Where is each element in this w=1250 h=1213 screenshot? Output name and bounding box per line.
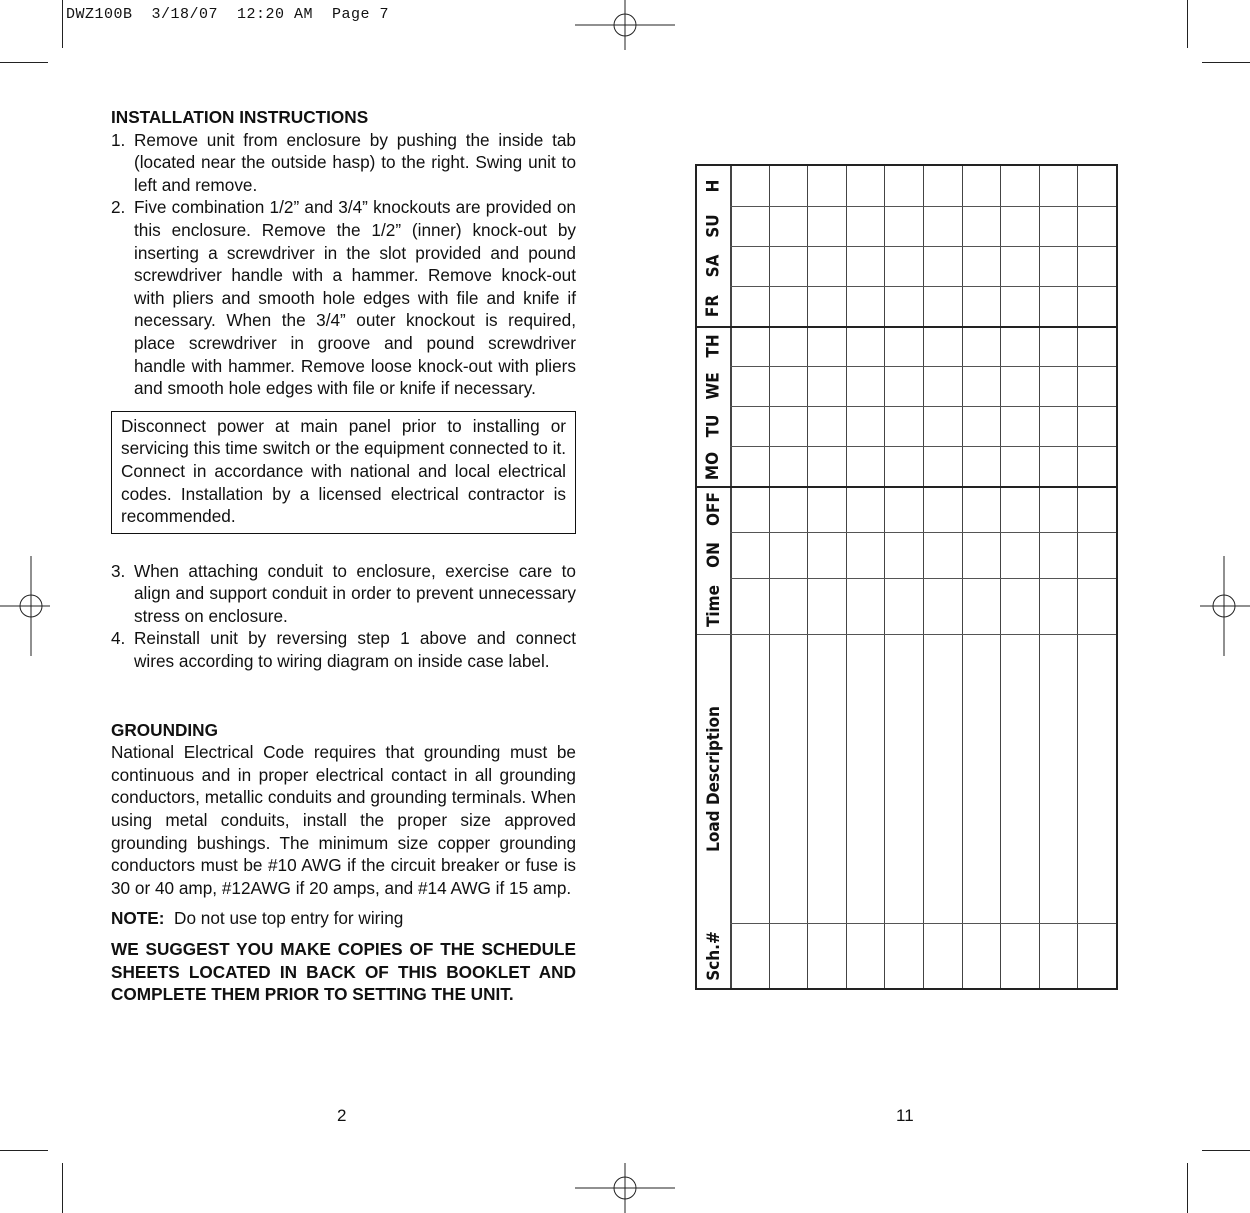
schedule-header-tu	[697, 406, 730, 446]
grid-row-line	[730, 532, 1116, 533]
warning-box: Disconnect power at main panel prior to installing or servicing this time switch or the equipment connected to it. Connect in accordance with national and local electrical codes. Installation by a licensed electrical contractor is recommended.	[111, 411, 576, 534]
schedule-header-label: SU	[703, 214, 724, 238]
schedule-header-sch	[697, 923, 730, 988]
crop-mark	[62, 1163, 63, 1213]
grid-column-line	[962, 166, 963, 988]
schedule-header-th	[697, 326, 730, 366]
schedule-header-sa	[697, 246, 730, 286]
crop-mark	[0, 62, 48, 63]
schedule-header-mo	[697, 446, 730, 486]
grid-row-line	[730, 446, 1116, 447]
step-text: Remove unit from enclosure by pushing the inside tab (located near the outside hasp) to the right. Swing unit to left and remove.	[134, 129, 576, 195]
grid-row-line	[730, 923, 1116, 924]
installation-steps-a	[111, 129, 576, 400]
step-item	[111, 196, 576, 399]
grid-row-line	[697, 634, 1116, 635]
crop-mark	[1202, 1150, 1250, 1151]
schedule-header-label: ON	[703, 542, 724, 568]
grid-row-line	[730, 366, 1116, 367]
schedule-header-label: FR	[703, 294, 724, 318]
grounding-heading: GROUNDING	[111, 719, 218, 740]
schedule-header-off	[697, 486, 730, 532]
grid-column-line	[923, 166, 924, 988]
grid-column-line	[730, 166, 732, 988]
installation-steps-b	[111, 560, 576, 673]
step-number: 3.	[111, 560, 126, 581]
schedule-header-h	[697, 166, 730, 206]
step-text: Five combination 1/2” and 3/4” knockouts are provided on this enclosure. Remove the 1/2” (inner) knock-out by inserting a screwdriver in the slot provided and pound screwdriver handle with a hammer. Remove knock-out with pliers and smooth hole edges with file and knife if necessary. When the 3/4” outer knockout is required, place screwdriver in groove and pound screwdriver handle with hammer. Remove loose knock-out with pliers and smooth hole edges with file or knife if necessary.	[134, 197, 576, 399]
note-label: NOTE:	[111, 908, 165, 929]
page-number-left: 2	[337, 1106, 347, 1125]
schedule-header-label: SA	[703, 254, 724, 278]
registration-mark-icon	[575, 1163, 675, 1213]
grid-row-line	[730, 246, 1116, 247]
crop-mark	[62, 0, 63, 48]
schedule-header-fr	[697, 286, 730, 326]
schedule-header-we	[697, 366, 730, 406]
note	[111, 907, 576, 930]
schedule-header-label: Sch.#	[703, 930, 724, 981]
crop-mark	[1202, 62, 1250, 63]
crop-mark	[1187, 0, 1188, 48]
grid-row-line	[730, 406, 1116, 407]
schedule-header-label: Time	[703, 585, 724, 627]
instructions-column	[111, 106, 576, 1006]
grid-column-line	[807, 166, 808, 988]
schedule-header-label: Load Description	[703, 705, 724, 852]
step-item	[111, 627, 576, 672]
step-number: 1.	[111, 129, 126, 150]
schedule-header-load-description	[697, 634, 730, 923]
registration-mark-icon	[1200, 556, 1250, 656]
step-number: 2.	[111, 197, 126, 218]
schedule-header-su	[697, 206, 730, 246]
registration-mark-icon	[575, 0, 675, 50]
grid-row-line	[697, 486, 1116, 488]
registration-mark-icon	[0, 556, 50, 656]
grid-column-line	[1039, 166, 1040, 988]
schedule-header-label: TH	[703, 334, 724, 358]
grid-row-line	[730, 286, 1116, 287]
crop-mark	[1187, 1163, 1188, 1213]
step-number: 4.	[111, 628, 126, 649]
grid-row-line	[730, 206, 1116, 207]
schedule-header-time	[697, 578, 730, 634]
step-text: Reinstall unit by reversing step 1 above and connect wires according to wiring diagram on inside case label.	[134, 628, 576, 672]
grid-column-line	[769, 166, 770, 988]
grid-row-line	[730, 578, 1116, 579]
printer-slug: DWZ100B 3/18/07 12:20 AM Page 7	[66, 6, 390, 23]
copy-suggestion: WE SUGGEST YOU MAKE COPIES OF THE SCHEDULE SHEETS LOCATED IN BACK OF THIS BOOKLET AND COMPLETE THEM PRIOR TO SETTING THE UNIT.	[111, 939, 576, 1005]
page-number-right: 11	[896, 1106, 914, 1125]
grid-column-line	[846, 166, 847, 988]
crop-mark	[0, 1150, 48, 1151]
grid-column-line	[884, 166, 885, 988]
schedule-header-label: TU	[703, 414, 724, 438]
step-item	[111, 560, 576, 628]
schedule-header-on	[697, 532, 730, 578]
step-item	[111, 129, 576, 197]
step-text: When attaching conduit to enclosure, exercise care to align and support conduit in order to prevent unnecessary stress on enclosure.	[134, 560, 576, 626]
schedule-header-label: WE	[703, 372, 724, 400]
grid-column-line	[1077, 166, 1078, 988]
schedule-table	[695, 164, 1118, 990]
schedule-header-label: H	[703, 179, 724, 193]
grid-row-line	[697, 326, 1116, 328]
grid-column-line	[1000, 166, 1001, 988]
schedule-header-label: MO	[703, 451, 724, 481]
installation-heading: INSTALLATION INSTRUCTIONS	[111, 107, 369, 127]
grounding-text: National Electrical Code requires that grounding must be continuous and in proper electrical contact in all grounding conductors, metallic conduits and grounding terminals. When using metal conduits, install the proper size approved grounding bushings. The minimum size copper grounding conductors must be #10 AWG if the circuit breaker or fuse is 30 or 40 amp, #12AWG if 20 amps, and #14 AWG if 15 amp.	[111, 742, 576, 898]
schedule-header-label: OFF	[703, 492, 724, 526]
note-text: Do not use top entry for wiring	[174, 908, 404, 929]
